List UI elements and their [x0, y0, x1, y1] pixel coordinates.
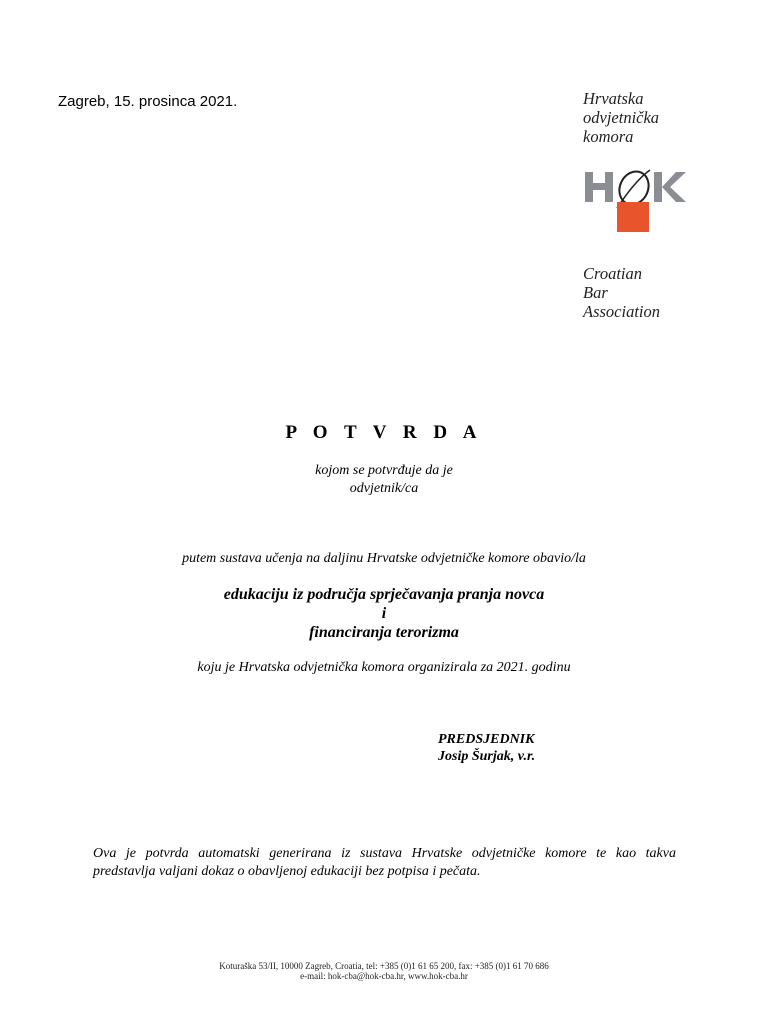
education-line: edukaciju iz područja sprječavanja pranja novca: [223, 586, 545, 603]
lead-text: putem sustava učenja na daljinu Hrvatske odvjetničke komore obavio/la: [182, 551, 586, 566]
logo-name-english: [583, 264, 660, 321]
logo-line: Association: [583, 302, 660, 321]
education-line: financiranja terorizma: [309, 624, 459, 641]
logo-line: odvjetnička: [583, 108, 660, 127]
education-line: i: [381, 605, 387, 622]
logo-name-croatian: [583, 89, 659, 146]
logo-line: Hrvatska: [583, 89, 644, 108]
logo-line: komora: [583, 127, 634, 146]
footer-address: Koturaška 53/II, 10000 Zagreb, Croatia, tel: +385 (0)1 61 65 200, fax: +385 (0)1 61 70 686: [219, 961, 549, 971]
organized-text: koju je Hrvatska odvjetnička komora organizirala za 2021. godinu: [197, 660, 571, 675]
logo-line: Croatian: [583, 264, 642, 283]
signature-title: PREDSJEDNIK: [438, 732, 535, 747]
footer-contact: e-mail: hok-cba@hok-cba.hr, www.hok-cba.hr: [300, 971, 468, 981]
hok-logo-mark: [584, 168, 688, 234]
document-title: P O T V R D A: [285, 422, 483, 443]
subtitle-line: odvjetnik/ca: [349, 481, 419, 496]
disclaimer-line: predstavlja valjani dokaz o obavljenoj edukaciji bez potpisa i pečata.: [93, 864, 481, 879]
document-date: Zagreb, 15. prosinca 2021.: [58, 93, 238, 110]
disclaimer-line: Ova je potvrda automatski generirana iz sustava Hrvatske odvjetničke komore te kao takva: [93, 846, 676, 861]
subtitle-line: kojom se potvrđuje da je: [315, 463, 453, 478]
logo-line: Bar: [583, 283, 608, 302]
signature-name: Josip Šurjak, v.r.: [438, 749, 536, 764]
